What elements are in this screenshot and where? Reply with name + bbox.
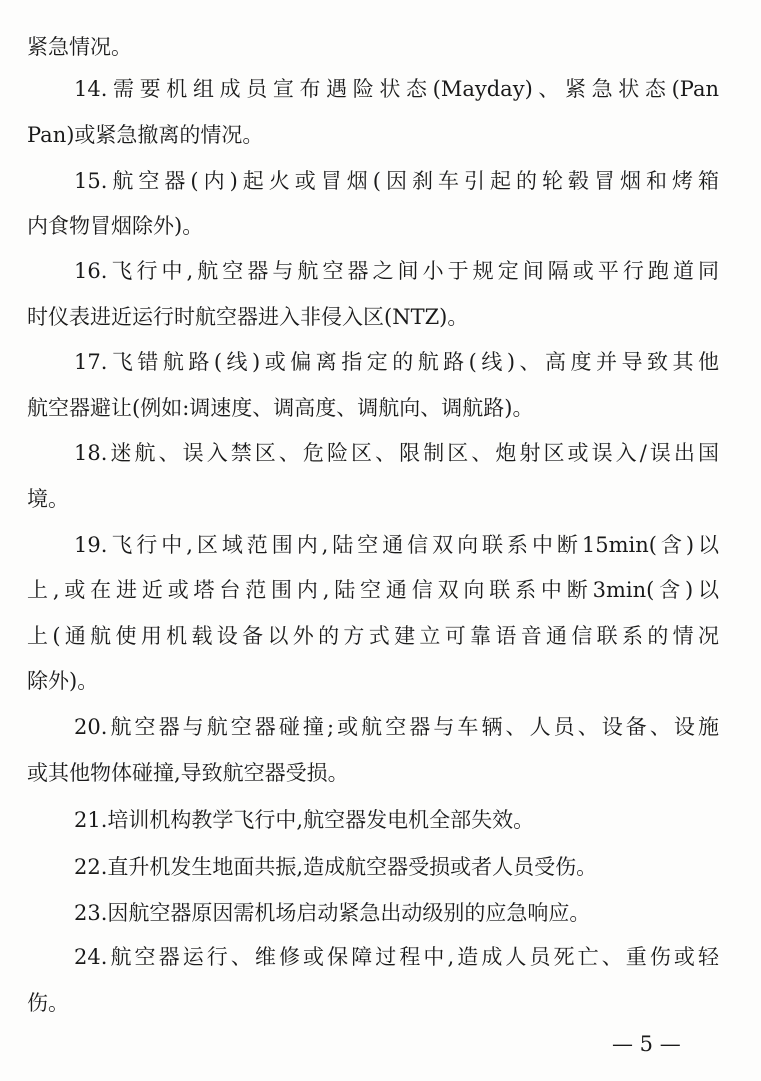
item-16-line-2: 时仪表进近运行时航空器进入非侵入区(NTZ)。: [27, 305, 469, 329]
item-20-line-1: 20.航空器与航空器碰撞;或航空器与车辆、人员、设备、设施: [74, 715, 719, 739]
item-24-line-1: 24.航空器运行、维修或保障过程中,造成人员死亡、重伤或轻: [74, 945, 719, 969]
page-number: — 5 —: [612, 1032, 681, 1056]
item-16-line-1: 16.飞行中,航空器与航空器之间小于规定间隔或平行跑道同: [74, 259, 719, 283]
item-18-line-1: 18.迷航、误入禁区、危险区、限制区、炮射区或误入/误出国: [74, 441, 719, 465]
item-19-line-3: 上(通航使用机载设备以外的方式建立可靠语音通信联系的情况: [27, 624, 719, 648]
text-line-continuation: 紧急情况。: [27, 35, 132, 59]
item-23: 23.因航空器原因需机场启动紧急出动级别的应急响应。: [74, 901, 591, 925]
item-19-line-2: 上,或在进近或塔台范围内,陆空通信双向联系中断3min(含)以: [27, 578, 719, 602]
item-18-line-2: 境。: [27, 487, 69, 511]
item-14-line-2: Pan)或紧急撤离的情况。: [27, 123, 264, 147]
item-15-line-1: 15.航空器(内)起火或冒烟(因刹车引起的轮毂冒烟和烤箱: [74, 169, 719, 193]
item-19-line-4: 除外)。: [27, 669, 99, 693]
item-21: 21.培训机构教学飞行中,航空器发电机全部失效。: [74, 808, 535, 832]
item-14-line-1: 14.需要机组成员宣布遇险状态(Mayday)、紧急状态(Pan: [74, 77, 719, 101]
item-22: 22.直升机发生地面共振,造成航空器受损或者人员受伤。: [74, 855, 598, 879]
item-17-line-2: 航空器避让(例如:调速度、调高度、调航向、调航路)。: [27, 396, 534, 420]
item-17-line-1: 17.飞错航路(线)或偏离指定的航路(线)、高度并导致其他: [74, 350, 719, 374]
item-19-line-1: 19.飞行中,区域范围内,陆空通信双向联系中断15min(含)以: [74, 533, 719, 557]
item-24-line-2: 伤。: [27, 991, 69, 1015]
item-15-line-2: 内食物冒烟除外)。: [27, 214, 204, 238]
item-20-line-2: 或其他物体碰撞,导致航空器受损。: [27, 761, 349, 785]
